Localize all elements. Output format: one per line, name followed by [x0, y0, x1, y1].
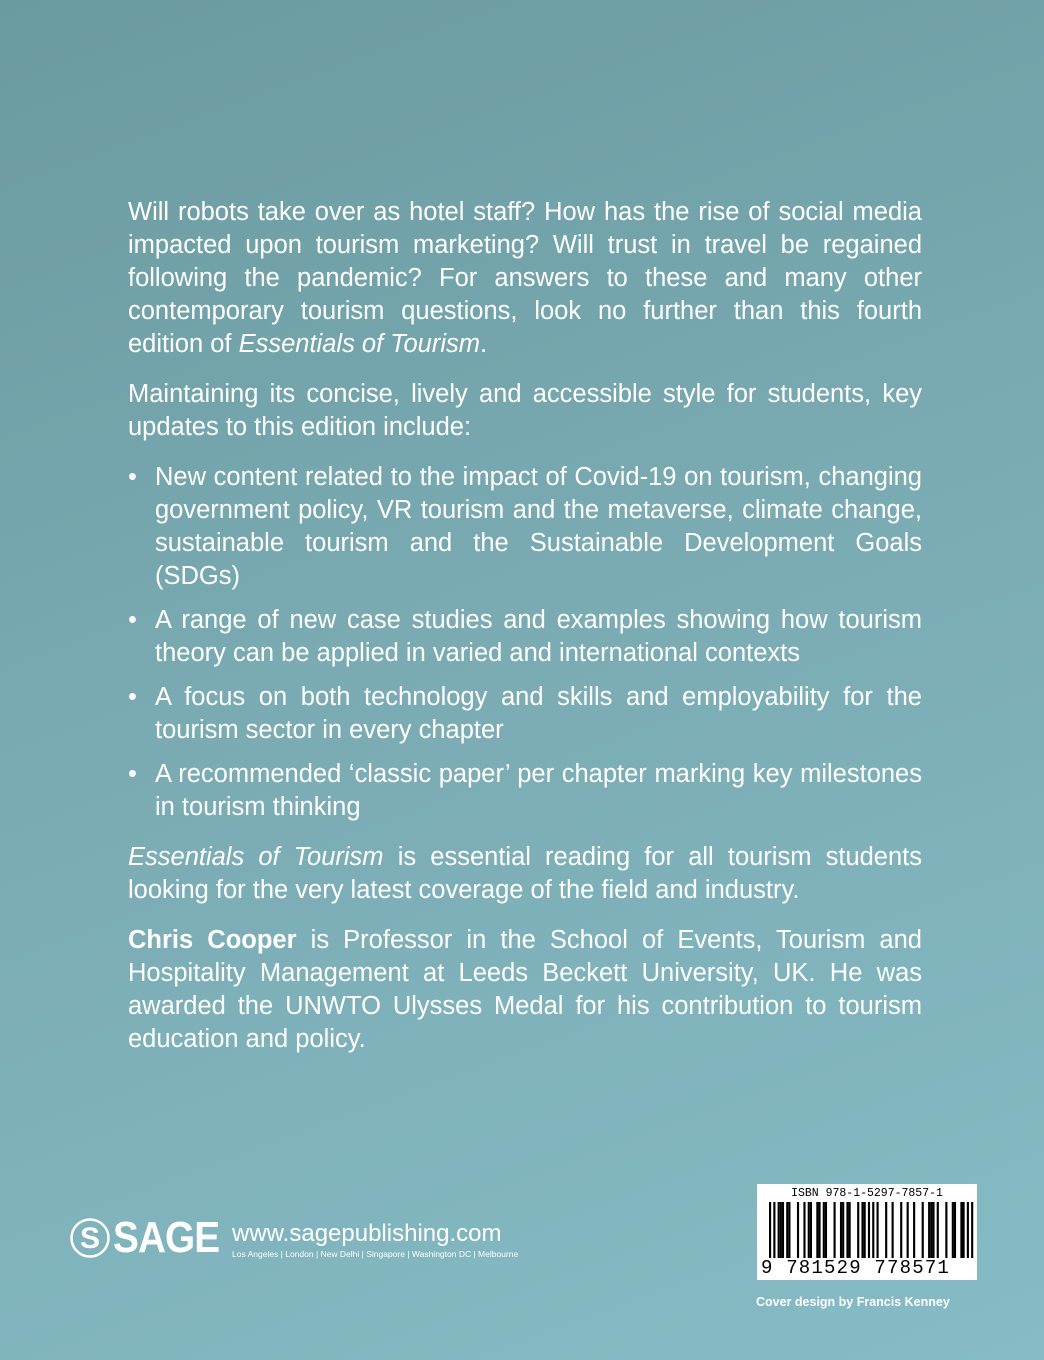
barcode-bar [967, 1202, 969, 1258]
barcode-bar [788, 1202, 790, 1258]
barcode-bar [808, 1202, 810, 1258]
barcode-bar [834, 1202, 836, 1258]
barcode-bar [945, 1202, 947, 1258]
author-paragraph [128, 924, 922, 1056]
closing-text: is essential reading for all tourism students looking for the very latest coverage of the field and industry. [128, 843, 923, 904]
barcode-bar [971, 1202, 973, 1258]
intro-text: Will robots take over as hotel staff? How has the rise of social media impacted upon tourism marketing? Will trust in travel be regained following the pandemic? For answers to these and many other contemporary tourism questions, look no further than this fourth edition of [128, 198, 922, 358]
closing-book-title: Essentials of Tourism [128, 843, 384, 871]
barcode-bar [782, 1202, 784, 1258]
isbn-digits: 9 781529 778571 [761, 1257, 951, 1279]
author-bio: is Professor in the School of Events, Tourism and Hospitality Management at Leeds Beckett University, UK. He was awarded the UNWTO Ulysses Medal for his contribution to tourism education and policy. [128, 926, 922, 1053]
updates-list-item: • New content related to the impact of Covid-19 on tourism, changing government policy, VR tourism and the metaverse, climate change, sustainable tourism and the Sustainable Development Goals (SDGs) [128, 461, 922, 593]
closing-paragraph [128, 841, 922, 907]
barcode-bar [930, 1202, 932, 1258]
barcode-bar [818, 1202, 820, 1258]
barcode-bar [892, 1202, 894, 1258]
barcode-bar [773, 1202, 775, 1258]
barcode-bar [861, 1202, 863, 1258]
cover-credit: Cover design by Francis Kenney [756, 1295, 950, 1309]
barcode-bar [885, 1202, 887, 1258]
barcode-bar [937, 1202, 939, 1258]
isbn-barcode [757, 1184, 977, 1280]
isbn-label: ISBN 978-1-5297-7857-1 [791, 1187, 943, 1200]
barcode-bar [823, 1202, 825, 1258]
barcode-bar [849, 1202, 851, 1258]
barcode-bar [864, 1202, 866, 1258]
publisher-url[interactable]: www.sagepublishing.com [232, 1220, 502, 1247]
barcode-bar [913, 1202, 915, 1258]
barcode-bar [922, 1202, 924, 1258]
barcode-bar [932, 1202, 934, 1258]
barcode-bar [907, 1202, 909, 1258]
updates-list-item: • A recommended ‘classic paper’ per chapter marking key milestones in tourism thinking [128, 758, 922, 824]
updates-list-item: • A focus on both technology and skills and employability for the tourism sector in every chapter [128, 681, 922, 747]
updates-list [128, 461, 922, 824]
publisher-cities: Los Angeles | London | New Delhi | Singapore | Washington DC | Melbourne [232, 1249, 519, 1259]
barcode-bar [769, 1202, 771, 1258]
barcode-bar [786, 1202, 788, 1258]
barcode-bar [954, 1202, 956, 1258]
barcode-bar [872, 1202, 874, 1258]
updates-lead: Maintaining its concise, lively and accessible style for students, key updates to this edition include: [128, 380, 922, 441]
barcode-bar [797, 1202, 799, 1258]
sage-s-icon [70, 1218, 110, 1258]
barcode-bar [778, 1202, 780, 1258]
barcode-bar [842, 1202, 844, 1258]
barcode-bar [963, 1202, 965, 1258]
barcode-bar [960, 1202, 962, 1258]
barcode-bar [840, 1202, 842, 1258]
barcode-bar [900, 1202, 902, 1258]
barcode-bar [868, 1202, 870, 1258]
barcode-bar [780, 1202, 782, 1258]
barcode-bar [877, 1202, 879, 1258]
svg-text:S: S [79, 1222, 101, 1255]
barcode-bar [928, 1202, 930, 1258]
barcode-bar [952, 1202, 954, 1258]
sage-logo-text: SAGE [113, 1213, 220, 1262]
barcode-bar [803, 1202, 805, 1258]
author-name: Chris Cooper [128, 926, 297, 954]
barcode-bar [816, 1202, 818, 1258]
intro-end: . [480, 330, 488, 358]
intro-paragraph [128, 196, 922, 361]
barcode-bar [846, 1202, 848, 1258]
back-cover-blurb [128, 196, 922, 1073]
barcode-bar [810, 1202, 812, 1258]
barcode-bar [825, 1202, 827, 1258]
updates-list-item: • A range of new case studies and examples showing how tourism theory can be applied in varied and international contexts [128, 604, 922, 670]
barcode-bar [857, 1202, 859, 1258]
intro-book-title: Essentials of Tourism [238, 330, 480, 358]
publisher-block [70, 1213, 540, 1268]
